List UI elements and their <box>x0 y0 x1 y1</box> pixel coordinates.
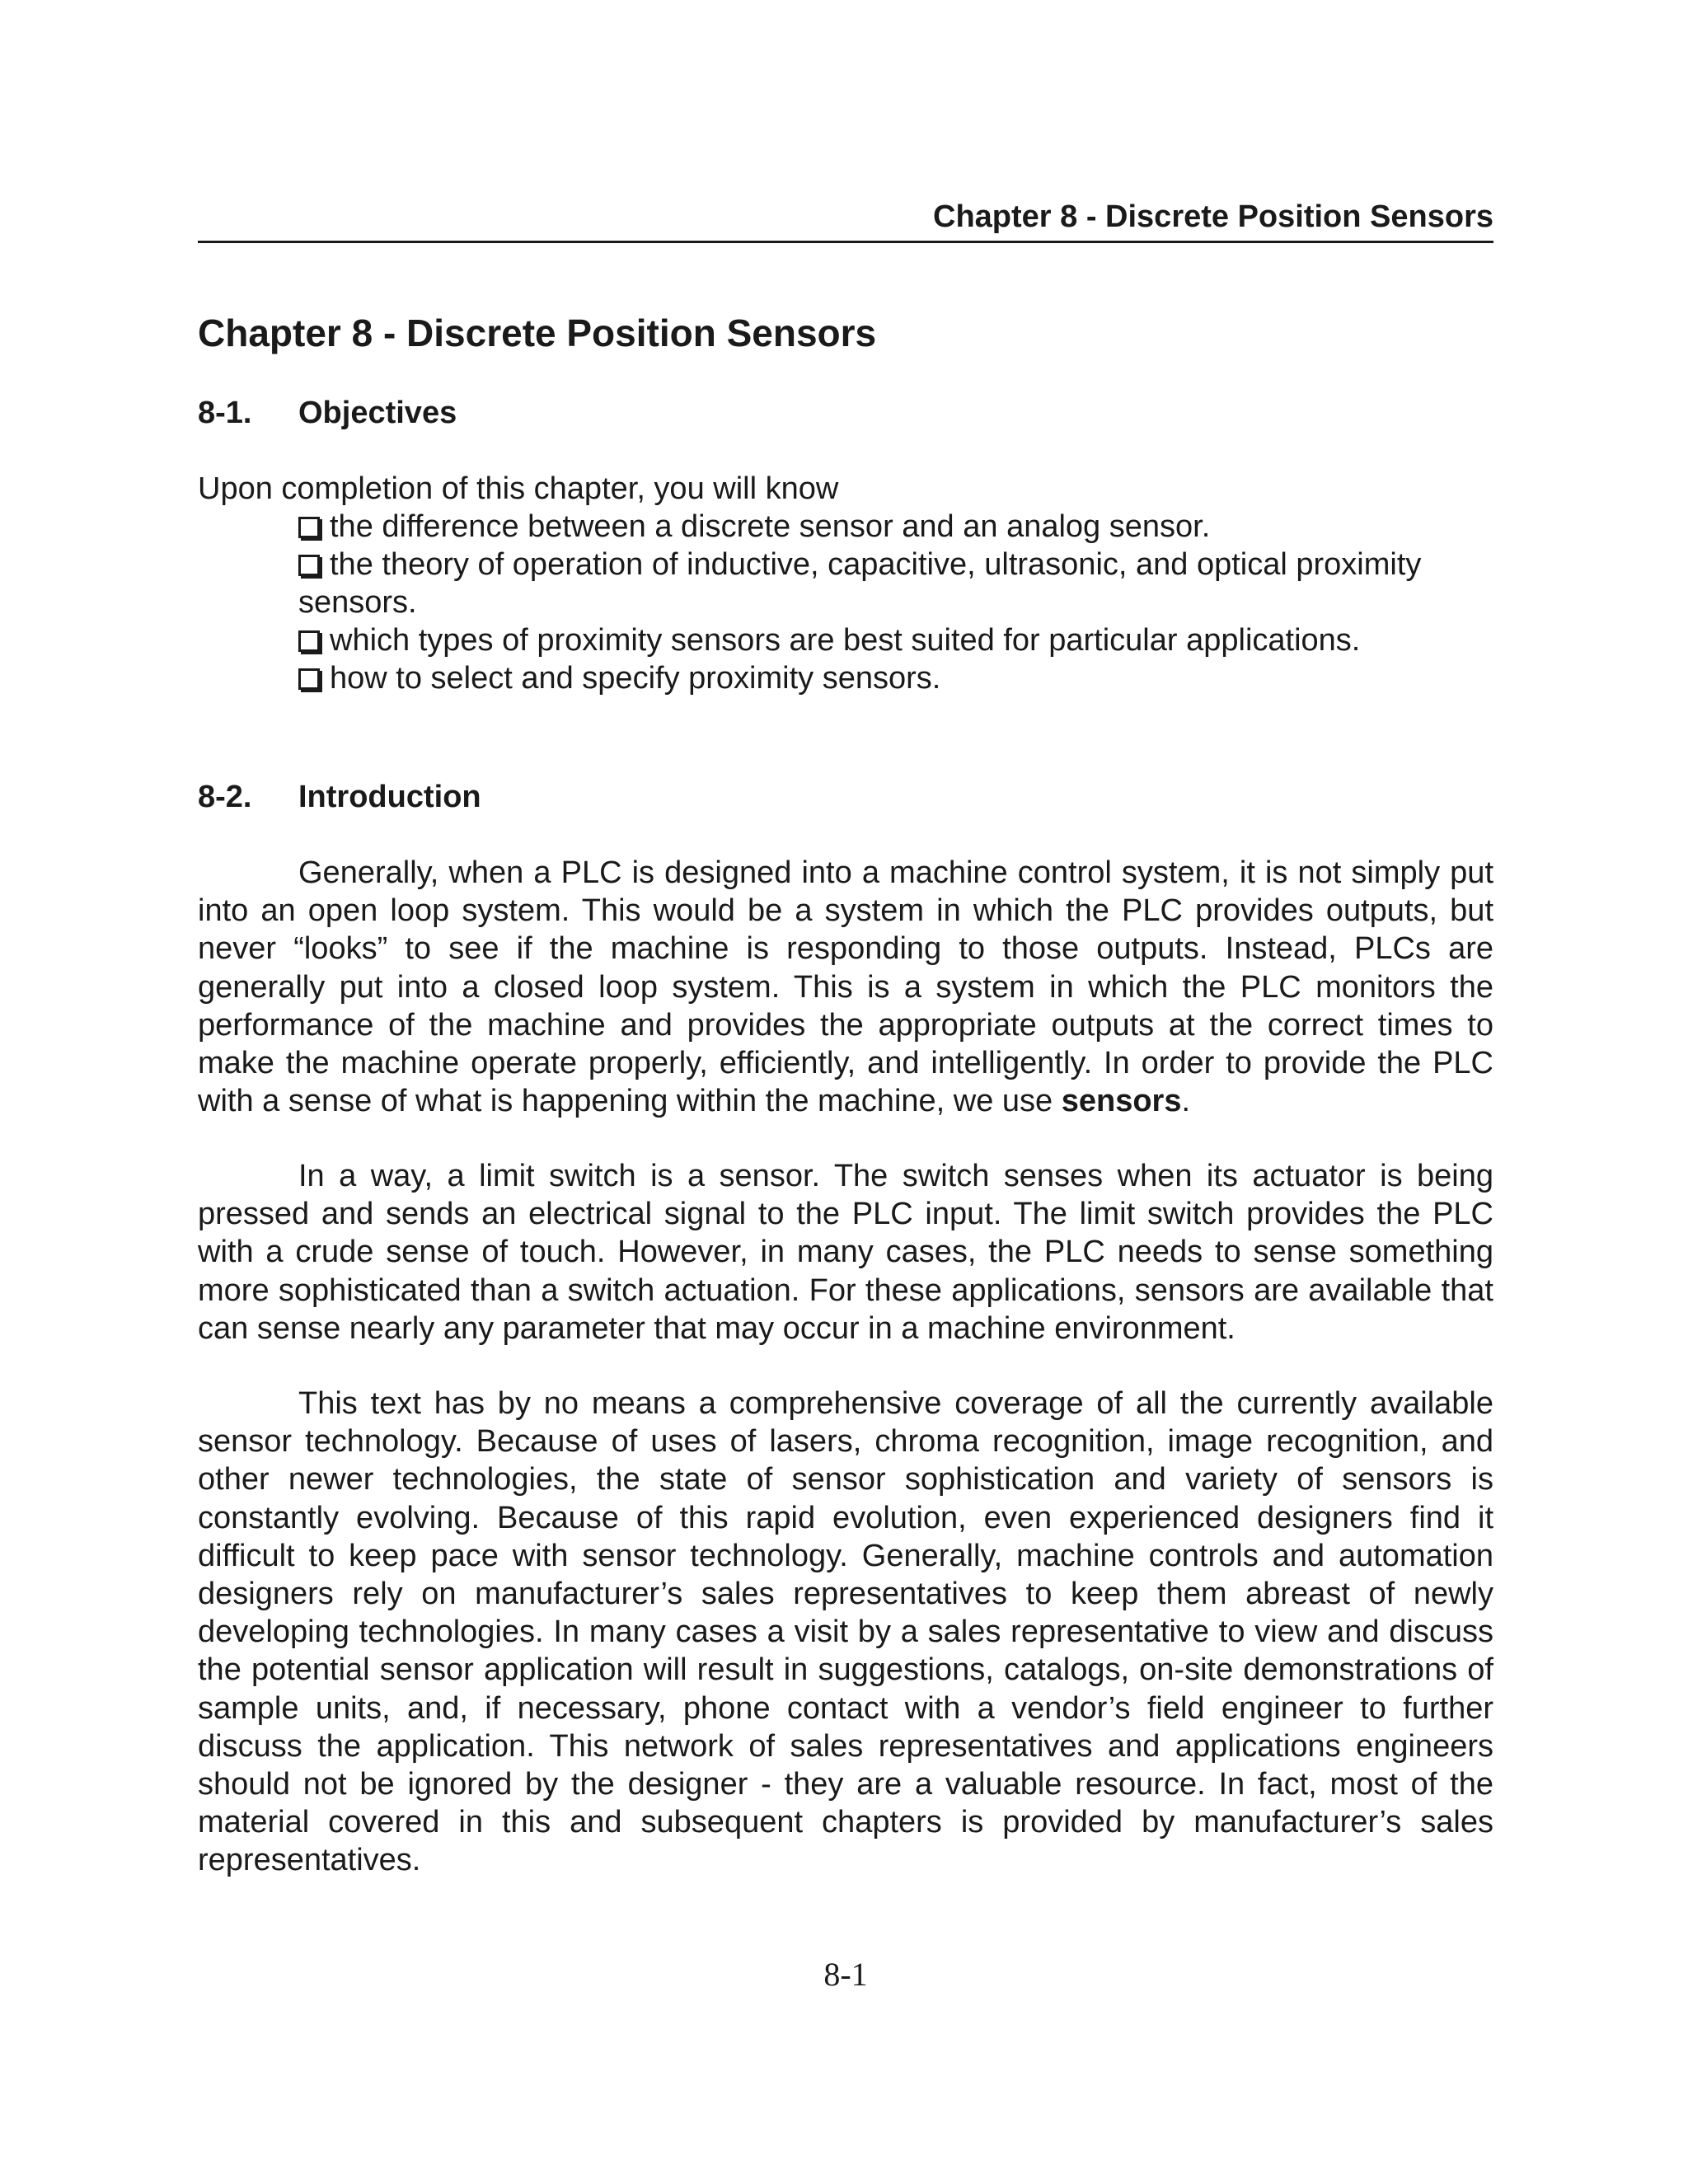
intro-paragraph-3: This text has by no means a comprehensive coverage of all the currently available sensor technology. Because of uses of lasers, chroma recognition, image recognition, and other newer technologies, the state of sensor sophistication and variety of sensors is constantly evolving. Because of this rapid evolution, even experienced designers find it difficult to keep pace with sensor technology. Generally, machine controls and automation designers rely on manufacturer’s sales representatives to keep them abreast of newly developing technologies. In many cases a visit by a sales representative to view and discuss the potential sensor application will result in suggestions, catalogs, on-site demonstrations of sample units, and, if necessary, phone contact with a vendor’s field engineer to further discuss the application. This network of sales representatives and applications engineers should not be ignored by the designer - they are a valuable resource. In fact, most of the material covered in this and subsequent chapters is provided by manufacturer’s sales representatives. <box>198 1386 1493 1878</box>
objectives-lead: Upon completion of this chapter, you will know <box>198 471 839 506</box>
header-rule <box>198 241 1493 243</box>
objectives-number: 8-1. <box>198 396 252 430</box>
objective-item: the difference between a discrete sensor and an analog sensor. <box>298 508 1493 546</box>
checkbox-icon <box>298 517 320 538</box>
introduction-heading <box>198 778 481 816</box>
introduction-number: 8-2. <box>198 780 252 814</box>
intro-paragraph-1: Generally, when a PLC is designed into a machine control system, it is not simply put into an open loop system. This would be a system in which the PLC provides outputs, but never “looks” to see if the machine is responding to those outputs. Instead, PLCs are generally put into a closed loop system. This is a system in which the PLC monitors the performance of the machine and provides the appropriate outputs at the correct times to make the machine operate properly, efficiently, and intelligently. In order to provide the PLC with a sense of what is happening within the machine, we use sensors. <box>198 855 1493 1119</box>
chapter-title: Chapter 8 - Discrete Position Sensors <box>198 312 877 354</box>
objective-item: how to select and specify proximity sensors. <box>298 659 1493 697</box>
checkbox-icon <box>298 555 320 576</box>
document-page <box>198 0 1493 2184</box>
checkbox-icon <box>298 630 320 652</box>
running-header: Chapter 8 - Discrete Position Sensors <box>933 199 1493 234</box>
page-number: 8-1 <box>823 1956 868 1993</box>
objectives-title: Objectives <box>298 396 457 430</box>
intro-paragraph-2: In a way, a limit switch is a sensor. The switch senses when its actuator is being pressed and sends an electrical signal to the PLC input. The limit switch provides the PLC with a crude sense of touch. However, in many cases, the PLC needs to sense something more sophisticated than a switch actuation. For these applications, sensors are available that can sense nearly any parameter that may occur in a machine environment. <box>198 1159 1493 1346</box>
objective-item: which types of proximity sensors are best suited for particular applications. <box>298 621 1493 659</box>
checkbox-icon <box>298 668 320 690</box>
objectives-list <box>298 508 1493 697</box>
bold-term: sensors <box>1061 1084 1182 1119</box>
introduction-title: Introduction <box>298 780 481 814</box>
objectives-heading <box>198 394 457 432</box>
objective-item: the theory of operation of inductive, capacitive, ultrasonic, and optical proximity sensors. <box>298 547 1422 620</box>
